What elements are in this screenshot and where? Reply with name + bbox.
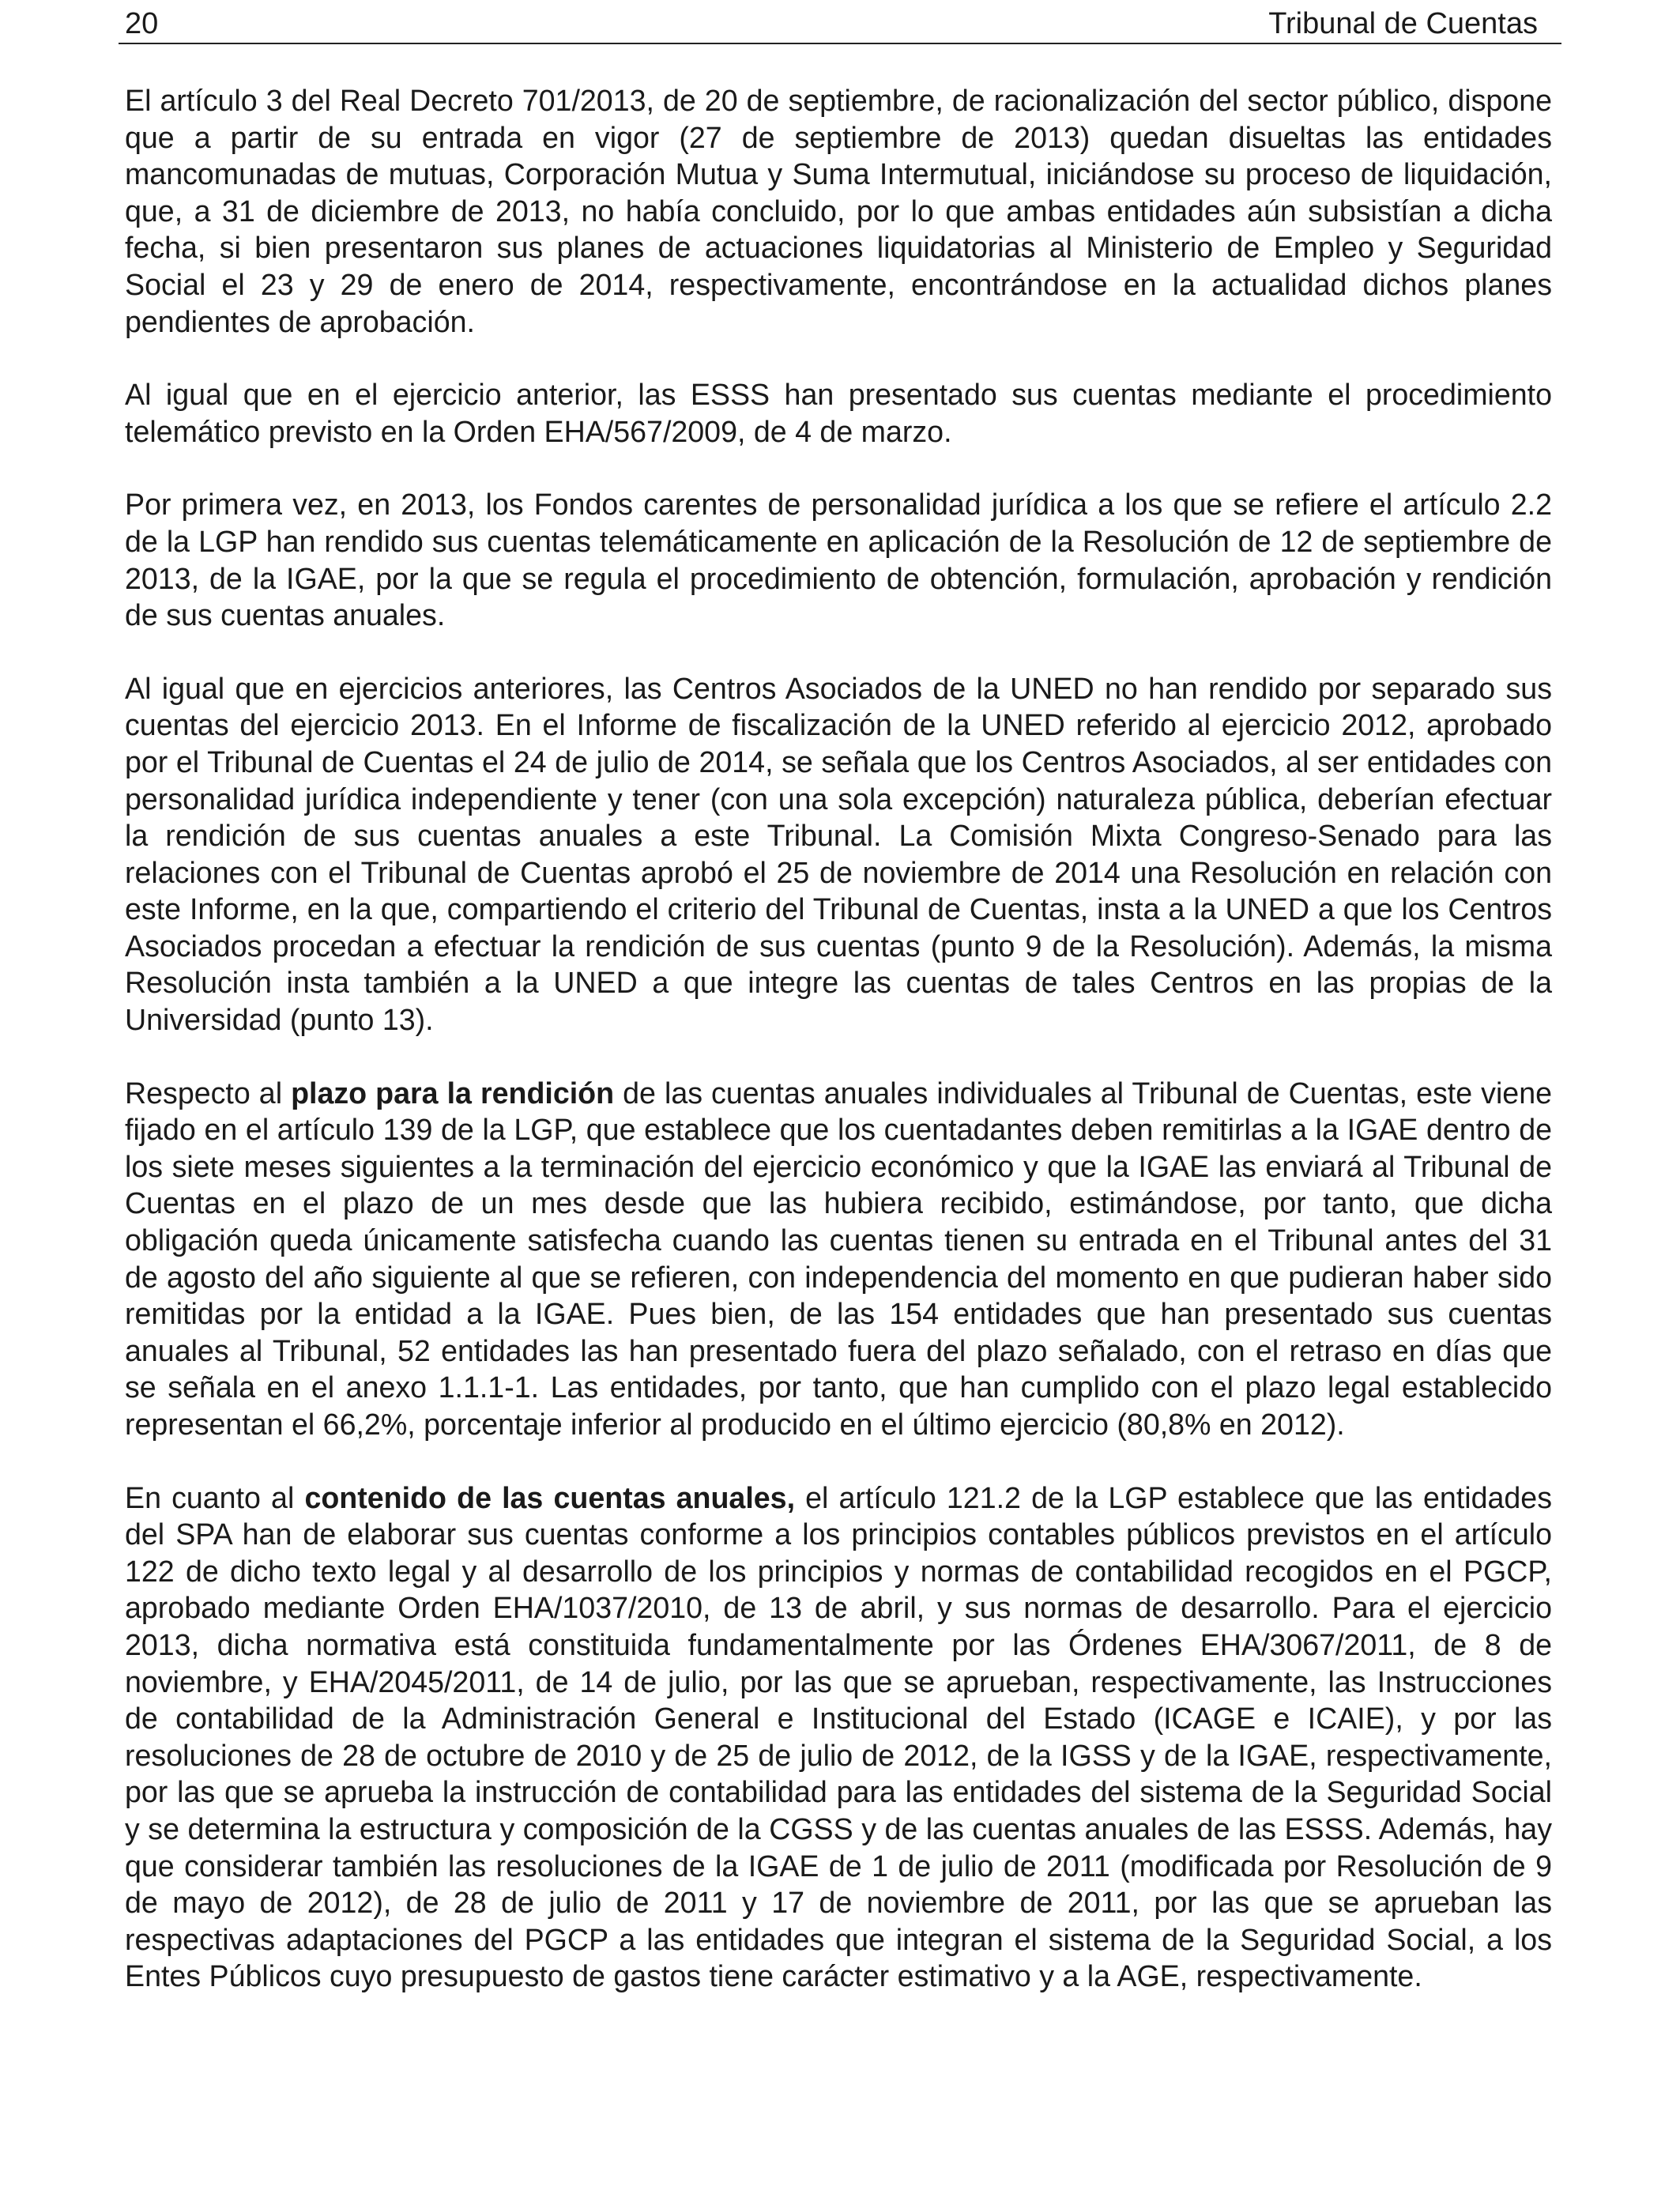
plazo-bold-heading: plazo para la rendición (291, 1076, 615, 1110)
paragraph-fondos: Por primera vez, en 2013, los Fondos carentes de personalidad jurídica a los que se refiere el artículo 2.2 de la LGP han rendido sus cuentas telemáticamente en aplicación de la Resolución de 12 de septiembre de 2013, de la IGAE, por la que se regula el procedimiento de obtención, formulación, aprobación y rendición de sus cuentas anuales. (125, 488, 1552, 632)
plazo-body-text: de las cuentas anuales individuales al Tribunal de Cuentas, este viene fijado en el artículo 139 de la LGP, que establece que los cuentadantes deben remitirlas a la IGAE dentro de los siete meses siguientes a la terminación del ejercicio económico y que la IGAE las enviará al Tribunal de Cuentas en el plazo de un mes desde que las hubiera recibido, estimándose, por tanto, que dicha obligación queda únicamente satisfecha cuando las cuentas tienen su entrada en el Tribunal antes del 31 de agosto del año siguiente al que se refieren, con independencia del momento en que pudieran haber sido remitidas por la entidad a la IGAE. Pues bien, de las 154 entidades que han presentado sus cuentas anuales al Tribunal, 52 entidades las han presentado fuera del plazo señalado, con el retraso en días que se señala en el anexo 1.1.1-1. Las entidades, por tanto, que han cumplido con el plazo legal establecido representan el 66,2%, porcentaje inferior al producido en el último ejercicio (80,8% en 2012). (125, 1076, 1552, 1441)
contenido-bold-heading: contenido de las cuentas anuales, (304, 1480, 796, 1514)
paragraph-uned: Al igual que en ejercicios anteriores, las Centros Asociados de la UNED no han rendido por separado sus cuentas del ejercicio 2013. En el Informe de fiscalización de la UNED referido al ejercicio 2012, aprobado por el Tribunal de Cuentas el 24 de julio de 2014, se señala que los Centros Asociados, al ser entidades con personalidad jurídica independiente y tener (con una sola excepción) naturaleza pública, deberían efectuar la rendición de sus cuentas anuales a este Tribunal. La Comisión Mixta Congreso-Senado para las relaciones con el Tribunal de Cuentas aprobó el 25 de noviembre de 2014 una Resolución en relación con este Informe, en la que, compartiendo el criterio del Tribunal de Cuentas, insta a la UNED a que los Centros Asociados procedan a efectuar la rendición de sus cuentas (punto 9 de la Resolución). Además, la misma Resolución insta también a la UNED a que integre las cuentas de tales Centros en las propias de la Universidad (punto 13). (125, 671, 1552, 1037)
paragraph-esss-telematico: Al igual que en el ejercicio anterior, las ESSS han presentado sus cuentas mediante el procedimiento telemático previsto en la Orden EHA/567/2009, de 4 de marzo. (125, 378, 1552, 448)
contenido-intro-text: En cuanto al (125, 1480, 305, 1514)
contenido-body-text: el artículo 121.2 de la LGP establece que las entidades del SPA han de elaborar sus cuentas conforme a los principios contables públicos previstos en el artículo 122 de dicho texto legal y al desarrollo de los principios y normas de contabilidad recogidos en el PGCP, aprobado mediante Orden EHA/1037/2010, de 13 de abril, y sus normas de desarrollo. Para el ejercicio 2013, dicha normativa está constituida fundamentalmente por las Órdenes EHA/3067/2011, de 8 de noviembre, y EHA/2045/2011, de 14 de julio, por las que se aprueban, respectivamente, las Instrucciones de contabilidad de la Administración General e Institucional del Estado (ICAGE e ICAIE), y por las resoluciones de 28 de octubre de 2010 y de 25 de julio de 2012, de la IGSS y de la IGAE, respectivamente, por las que se aprueba la instrucción de contabilidad para las entidades del sistema de la Seguridad Social y se determina la estructura y composición de la CGSS y de las cuentas anuales de las ESSS. Además, hay que considerar también las resoluciones de la IGAE de 1 de julio de 2011 (modificada por Resolución de 9 de mayo de 2012), de 28 de julio de 2011 y 17 de noviembre de 2011, por las que se aprueban las respectivas adaptaciones del PGCP a las entidades que integran el sistema de la Seguridad Social, a los Entes Públicos cuyo presupuesto de gastos tiene carácter estimativo y a la AGE, respectivamente. (125, 1480, 1552, 1993)
paragraph-contenido-cuentas (125, 1480, 1552, 1995)
page-header (119, 6, 1561, 44)
paragraph-real-decreto: El artículo 3 del Real Decreto 701/2013, de 20 de septiembre, de racionalización del sector público, dispone que a partir de su entrada en vigor (27 de septiembre de 2013) quedan disueltas las entidades mancomunadas de mutuas, Corporación Mutua y Suma Intermutual, iniciándose su proceso de liquidación, que, a 31 de diciembre de 2013, no había concluido, por lo que ambas entidades aún subsistían a dicha fecha, si bien presentaron sus planes de actuaciones liquidatorias al Ministerio de Empleo y Seguridad Social el 23 y 29 de enero de 2014, respectivamente, encontrándose en la actualidad dichos planes pendientes de aprobación. (125, 84, 1552, 338)
running-title: Tribunal de Cuentas (1268, 7, 1538, 40)
document-body (125, 82, 1552, 1995)
page-number: 20 (125, 7, 159, 40)
plazo-intro-text: Respecto al (125, 1076, 292, 1110)
paragraph-plazo-rendicion (125, 1075, 1552, 1443)
